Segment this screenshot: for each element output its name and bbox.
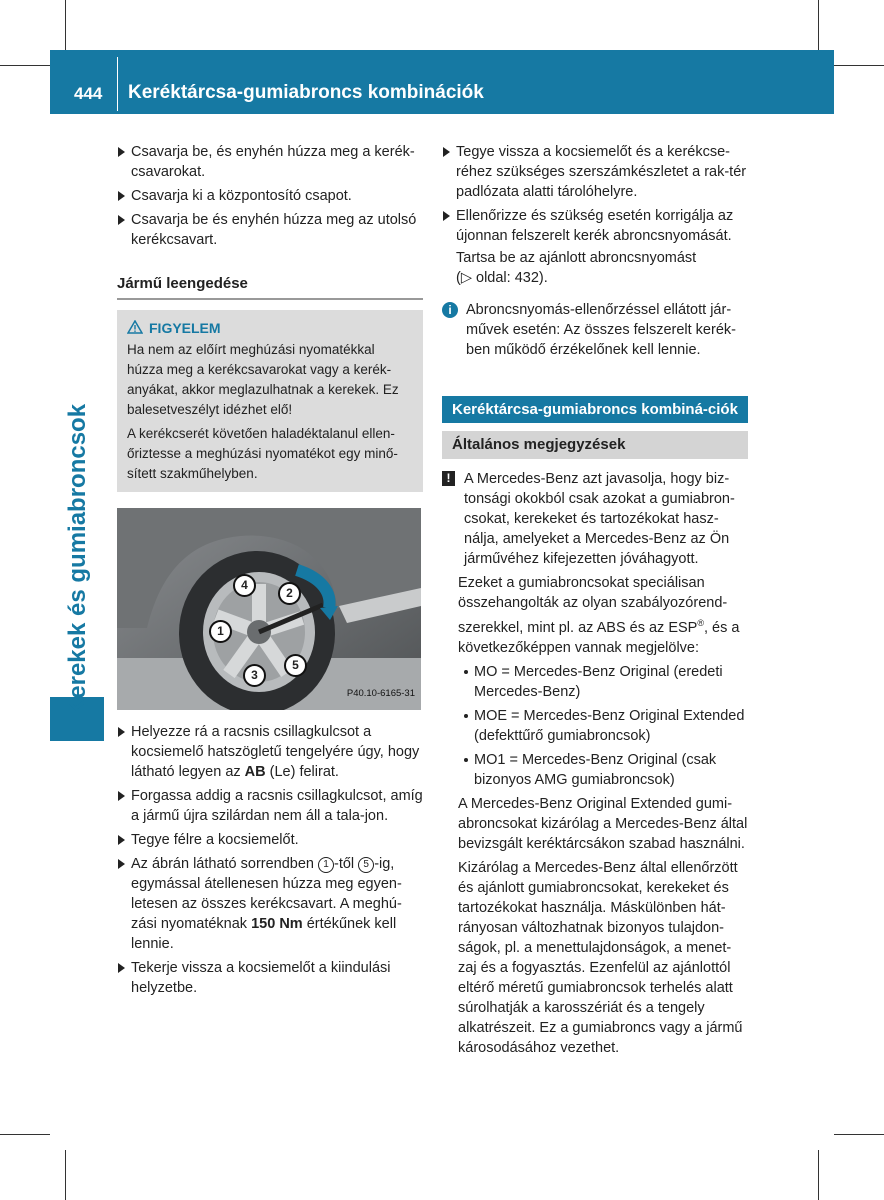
step-text: -től: [334, 856, 359, 872]
step-item: [117, 854, 423, 954]
step-item: Csavarja be és enyhén húzza meg az utolsó kerékcsavart.: [117, 210, 423, 250]
page-title: Keréktárcsa-gumiabroncs kombinációk: [128, 82, 484, 103]
info-icon: i: [442, 302, 458, 318]
callout-4: [233, 574, 256, 597]
registered-mark: ®: [697, 618, 704, 628]
callout-number: 1: [217, 624, 224, 638]
wheel-figure: [117, 508, 421, 710]
subsection-heading-bar: Általános megjegyzések: [442, 431, 748, 459]
warning-label: FIGYELEM: [149, 320, 221, 336]
callout-1: [209, 620, 232, 643]
step-item: [117, 722, 423, 782]
warning-text: Ha nem az előírt meghúzási nyomatékkal húzza meg a kerékcsavarokat vagy a kerék-anyákat, akkor meglazulhatnak a kerekek. Ez balesetveszélyt idézhet elő!: [127, 342, 399, 417]
notice-block: [442, 469, 748, 569]
chapter-label: Kerekek és gumiabroncsok: [64, 403, 91, 717]
callout-2: [278, 582, 301, 605]
crop-mark: [818, 0, 819, 50]
step-item: Forgassa addig a racsnis csillagkulcsot, amíg a jármű újra szilárdan nem áll a tala-jon.: [117, 786, 423, 826]
step-note-line: (▷ oldal: 432).: [456, 270, 548, 286]
body-paragraph: Kizárólag a Mercedes-Benz által ellenőrzött és ajánlott gumiabroncsokat, kerekeket és tartozékokat használja. Máskülönben hát-rányosan változhatnak bizonyos tulajdon-ságok, pl. a menettulajdonságok, a menet-zaj és a fogyasztás. Ezenfelül az ajánlottól eltérő méretű gumiabroncsok terhelés alatt súrolhatják a karosszériát és a tengely alkatrészeit. Ez a gumiabroncs vagy a jármű károsodásához vezethet.: [458, 859, 743, 1056]
step-item: Csavarja ki a központosító csapot.: [117, 186, 423, 206]
warning-triangle-icon: [127, 320, 143, 334]
warning-header: [127, 318, 413, 338]
notice-text-part: , és a következőképpen vannak megjelölve:: [458, 619, 740, 656]
marking-item: MO = Mercedes-Benz Original (eredeti Mercedes-Benz): [458, 662, 748, 702]
notice-text-part: Ezeket a gumiabroncsokat speciálisan összehangolták az olyan szabályozórend-szerekkel, mint pl. az ABS és az ESP: [458, 575, 728, 636]
step-item: Csavarja be, és enyhén húzza meg a kerék-csavarokat.: [117, 142, 423, 182]
section-heading: Jármű leengedése: [117, 274, 423, 300]
crop-mark: [65, 1150, 66, 1200]
info-note: [442, 300, 748, 360]
notice-text: [458, 573, 748, 658]
crop-mark: [818, 1150, 819, 1200]
warning-text: A kerékcserét követően haladéktalanul ellen-őriztesse a meghúzási nyomatékot egy minő-sített szakműhelyben.: [127, 426, 398, 481]
section-heading-bar: Keréktárcsa-gumiabroncs kombiná-ciók: [442, 396, 748, 423]
circled-number: 5: [358, 857, 374, 873]
step-text: Az ábrán látható sorrendben: [131, 856, 319, 872]
crop-mark: [0, 1134, 50, 1135]
crop-mark: [0, 65, 50, 66]
info-text: Abroncsnyomás-ellenőrzéssel ellátott jár-művek esetén: Az összes felszerelt kerék-ben működő érzékelőnek kell lennie.: [466, 302, 736, 358]
left-column: [117, 142, 423, 1002]
steps-after-figure: [117, 722, 423, 998]
step-item: Tegye félre a kocsiemelőt.: [117, 830, 423, 850]
page-number: 444: [74, 84, 103, 103]
step-item: Ellenőrizze és szükség esetén korrigálja az újonnan felszerelt kerék abroncsnyomását.: [442, 206, 748, 246]
step-item: Tegye vissza a kocsiemelőt és a kerékcse-réhez szükséges szerszámkészletet a rak-tér padlózata alatti tárolóhelyre.: [442, 142, 748, 202]
torque-value: 150 Nm: [251, 916, 303, 932]
callout-5: [284, 654, 307, 677]
crop-mark: [65, 0, 66, 50]
step-text: (Le) felirat.: [265, 764, 339, 780]
callout-number: 3: [251, 668, 258, 682]
crop-mark: [834, 1134, 884, 1135]
callout-number: 5: [292, 658, 299, 672]
step-bold-text: AB: [244, 764, 266, 780]
callout-number: 4: [241, 578, 248, 592]
notice-text: A Mercedes-Benz azt javasolja, hogy biz-tonsági okokból csak azokat a gumiabron-csokat, kerekeket és tartozékokat hasz-nálja, amelyeket a Mercedes-Benz az Ön járművéhez kifejezetten jóváhagyott.: [464, 471, 735, 567]
step-item: Tekerje vissza a kocsiemelőt a kiindulási helyzetbe.: [117, 958, 423, 998]
notice-body: [442, 573, 748, 1058]
right-column: [442, 142, 748, 1062]
callout-number: 2: [286, 586, 293, 600]
step-text: -ig, egymással átellenesen húzza meg egyen-letesen az összes kerékcsavart. A meghú-zási nyomatéknak: [131, 856, 402, 932]
circled-number: 1: [318, 857, 334, 873]
step-note-line: Tartsa be az ajánlott abroncsnyomást: [456, 250, 697, 266]
callout-3: [243, 664, 266, 687]
marking-item: MOE = Mercedes-Benz Original Extended (defekttűrő gumiabroncsok): [458, 706, 748, 746]
step-note: [442, 248, 748, 288]
marking-item: MO1 = Mercedes-Benz Original (csak bizonyos AMG gumiabroncsok): [458, 750, 748, 790]
warning-box: [117, 310, 423, 492]
step-text: Helyezze rá a racsnis csillagkulcsot a kocsiemelő hatszögletű tengelyére úgy, hogy látható legyen az: [131, 724, 420, 780]
exclamation-icon: !: [442, 471, 455, 486]
figure-caption: P40.10-6165-31: [346, 688, 415, 699]
header-divider: [117, 57, 118, 111]
body-paragraph: A Mercedes-Benz Original Extended gumi-abroncsokat kizárólag a Mercedes-Benz által bevizsgált keréktárcsákon szabad használni.: [458, 795, 748, 852]
step-text: értékűnek kell lennie.: [131, 916, 397, 952]
crop-mark: [834, 65, 884, 66]
wheel-illustration: [117, 508, 421, 710]
